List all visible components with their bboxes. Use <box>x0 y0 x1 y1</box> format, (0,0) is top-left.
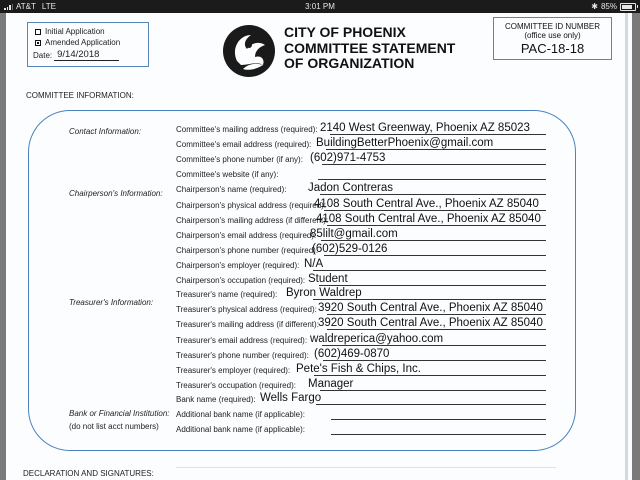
field-label: Additional bank name (if applicable): <box>176 410 305 419</box>
date-value[interactable]: 9/14/2018 <box>54 49 119 61</box>
form-field <box>176 377 546 391</box>
field-underline <box>323 360 546 361</box>
field-underline <box>327 314 546 315</box>
section-declaration: DECLARATION AND SIGNATURES: <box>23 469 154 478</box>
field-underline <box>316 404 546 405</box>
field-underline <box>320 194 546 195</box>
status-right <box>591 2 636 11</box>
page-edge <box>625 13 628 480</box>
option-label: Amended Application <box>45 38 121 47</box>
field-label: Treasurer's employer (required): <box>176 366 291 375</box>
bluetooth-icon: ✱ <box>591 2 598 11</box>
field-underline <box>313 270 546 271</box>
field-label: Treasurer's phone number (required): <box>176 351 309 360</box>
page-title <box>284 25 455 72</box>
field-underline <box>322 345 546 346</box>
group-bank: Bank or Financial Institution: <box>69 409 170 418</box>
field-label: Treasurer's email address (required): <box>176 336 308 345</box>
field-value[interactable]: 2140 West Greenway, Phoenix AZ 85023 <box>320 122 530 134</box>
committee-id-value: PAC-18-18 <box>520 41 585 56</box>
form-field <box>176 121 546 135</box>
field-underline <box>321 240 546 241</box>
date-row <box>33 49 119 61</box>
field-underline <box>326 149 546 150</box>
group-treasurer: Treasurer's Information: <box>69 298 154 307</box>
field-value[interactable]: 4108 South Central Ave., Phoenix AZ 85040 <box>316 213 541 225</box>
option-label: Initial Application <box>45 27 105 36</box>
form-field <box>176 286 546 300</box>
battery-percent: 85% <box>600 2 617 11</box>
field-value[interactable]: Wells Fargo <box>260 392 322 404</box>
form-field <box>176 136 546 150</box>
group-chairperson: Chairperson's Information: <box>69 189 163 198</box>
field-value[interactable]: N/A <box>304 258 324 270</box>
checkbox-initial[interactable] <box>35 29 41 35</box>
form-field <box>176 316 546 330</box>
field-value[interactable]: waldreperica@yahoo.com <box>310 333 444 345</box>
field-value[interactable]: (602)529-0126 <box>312 243 388 255</box>
network-label: LTE <box>41 2 56 11</box>
field-value[interactable]: (602)971-4753 <box>310 152 386 164</box>
form-field <box>176 272 546 286</box>
section-committee-information: COMMITTEE INFORMATION: <box>26 91 134 100</box>
form-field <box>176 421 546 435</box>
form-field <box>176 391 546 405</box>
form-field <box>176 406 546 420</box>
committee-id-box <box>493 17 612 60</box>
field-value[interactable]: 4108 South Central Ave., Phoenix AZ 85040 <box>314 198 539 210</box>
form-field <box>176 212 546 226</box>
field-label: Chairperson's physical address (required): <box>176 201 327 210</box>
field-label: Chairperson's name (required): <box>176 185 287 194</box>
field-label: Treasurer's name (required): <box>176 290 278 299</box>
declaration-divider <box>176 467 556 468</box>
carrier-label: AT&T <box>16 2 36 11</box>
form-field <box>176 301 546 315</box>
field-label: Chairperson's mailing address (if different): <box>176 216 329 225</box>
date-label: Date: <box>33 50 53 60</box>
field-label: Treasurer's physical address (required): <box>176 305 317 314</box>
field-label: Committee's mailing address (required): <box>176 125 318 134</box>
form-field <box>176 362 546 376</box>
field-value[interactable]: Student <box>308 273 348 285</box>
field-value[interactable]: Byron Waldrep <box>286 287 362 299</box>
field-value[interactable]: 3920 South Central Ave., Phoenix AZ 85040 <box>318 302 543 314</box>
form-field <box>176 242 546 256</box>
field-value[interactable]: Manager <box>308 378 354 390</box>
form-field <box>176 166 546 180</box>
title-line: OF ORGANIZATION <box>284 55 415 71</box>
field-underline <box>327 329 546 330</box>
status-bar <box>0 0 640 13</box>
field-underline <box>318 179 546 180</box>
field-label: Chairperson's email address (required): <box>176 231 317 240</box>
field-underline <box>313 299 546 300</box>
form-field <box>176 257 546 271</box>
form-field <box>176 332 546 346</box>
phoenix-bird-logo <box>219 21 279 81</box>
form-field <box>176 347 546 361</box>
field-underline <box>322 164 546 165</box>
field-value[interactable]: Pete's Fish & Chips, Inc. <box>296 363 421 375</box>
battery-fill <box>622 5 632 9</box>
group-contact: Contact Information: <box>69 127 142 136</box>
field-underline <box>324 210 546 211</box>
group-bank-note: (do not list acct numbers) <box>69 422 159 431</box>
field-underline <box>314 375 546 376</box>
field-label: Chairperson's phone number (required): <box>176 246 319 255</box>
field-label: Treasurer's occupation (required): <box>176 381 296 390</box>
field-label: Committee's email address (required): <box>176 140 312 149</box>
clock: 3:01 PM <box>305 2 335 11</box>
option-initial-application[interactable] <box>35 27 105 36</box>
field-label: Bank name (required): <box>176 395 256 404</box>
committee-id-label: COMMITTEE ID NUMBER <box>504 22 601 31</box>
field-underline <box>331 419 546 420</box>
field-underline <box>331 434 546 435</box>
checkbox-amended[interactable] <box>35 40 41 46</box>
field-value[interactable]: (602)469-0870 <box>314 348 390 360</box>
committee-id-note: (office use only) <box>524 31 581 40</box>
field-value[interactable]: Jadon Contreras <box>308 182 394 194</box>
form-field <box>176 197 546 211</box>
field-label: Committee's website (if any): <box>176 170 279 179</box>
field-value[interactable]: 85lilt@gmail.com <box>310 228 398 240</box>
title-line: COMMITTEE STATEMENT <box>284 39 456 56</box>
title-line: CITY OF PHOENIX <box>284 24 406 40</box>
field-underline <box>324 255 546 256</box>
option-amended-application[interactable] <box>35 38 120 47</box>
field-label: Treasurer's mailing address (if different): <box>176 320 319 329</box>
form-field <box>176 151 546 165</box>
field-label: Chairperson's occupation (required): <box>176 276 306 285</box>
form-field <box>176 181 546 195</box>
field-underline <box>330 134 546 135</box>
document-page[interactable] <box>6 13 632 480</box>
field-value[interactable]: BuildingBetterPhoenix@gmail.com <box>316 137 494 149</box>
form-field <box>176 227 546 241</box>
field-value[interactable]: 3920 South Central Ave., Phoenix AZ 85040 <box>318 317 543 329</box>
field-label: Committee's phone number (if any): <box>176 155 303 164</box>
field-label: Chairperson's employer (required): <box>176 261 300 270</box>
field-label: Additional bank name (if applicable): <box>176 425 305 434</box>
battery-icon <box>620 3 636 11</box>
application-type-box <box>27 22 149 67</box>
field-underline <box>327 225 546 226</box>
